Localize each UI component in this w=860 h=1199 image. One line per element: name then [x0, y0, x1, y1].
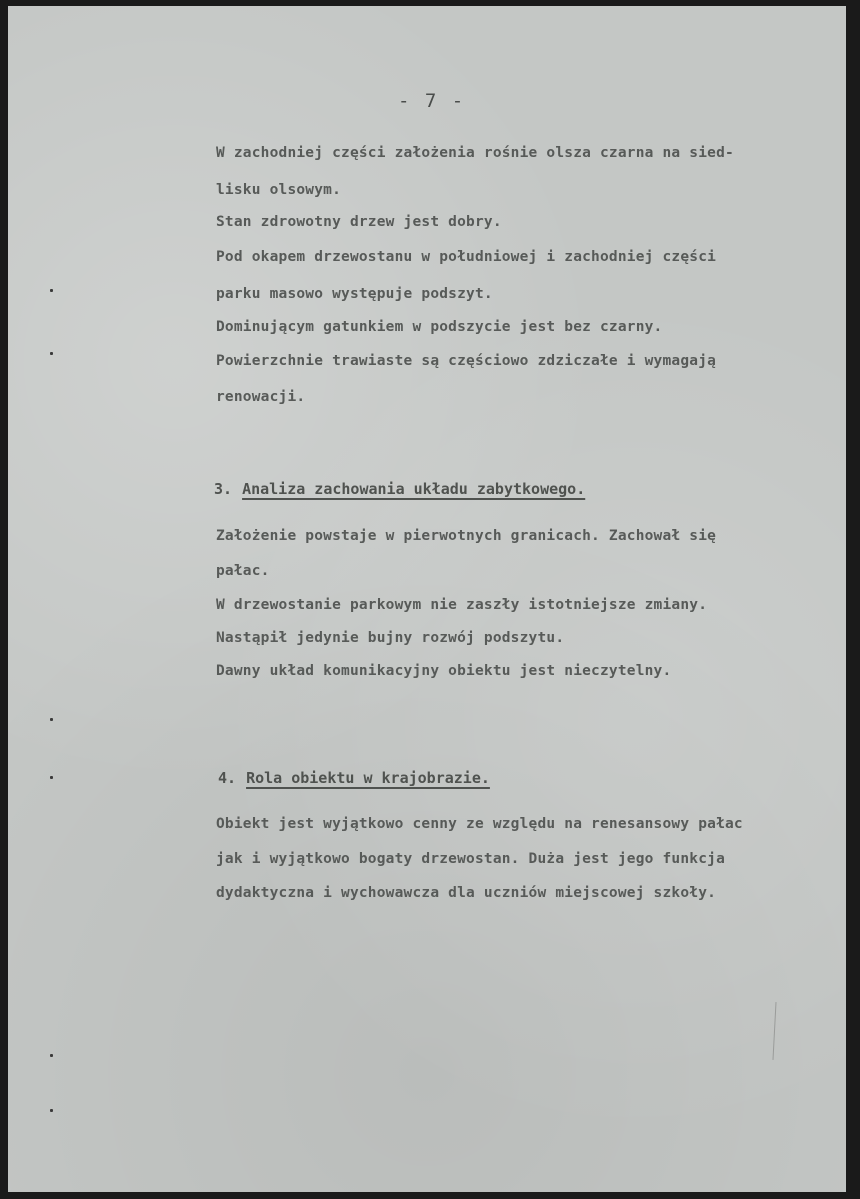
scan-artifact-line [772, 1002, 776, 1060]
margin-mark [50, 352, 53, 355]
section3-number: 3. [214, 480, 233, 498]
text-line: Pod okapem drzewostanu w południowej i zachodniej części [216, 249, 717, 265]
margin-mark [50, 1109, 53, 1112]
text-line: renowacji. [216, 389, 306, 405]
text-line: jak i wyjątkowo bogaty drzewostan. Duża jest jego funkcja [216, 851, 725, 867]
text-line: pałac. [216, 563, 270, 579]
text-line: Obiekt jest wyjątkowo cenny ze względu na renesansowy pałac [216, 816, 743, 832]
text-line: parku masowo występuje podszyt. [216, 286, 493, 302]
margin-mark [50, 1054, 53, 1057]
text-line: Dawny układ komunikacyjny obiektu jest nieczytelny. [216, 663, 672, 679]
section3-heading [214, 480, 585, 498]
text-line: W zachodniej części założenia rośnie olsza czarna na sied- [216, 145, 734, 161]
section4-heading [218, 769, 490, 787]
page-number: - 7 - [398, 90, 466, 112]
margin-mark [50, 718, 53, 721]
section4-number: 4. [218, 769, 237, 787]
text-line: lisku olsowym. [216, 182, 342, 198]
text-line: dydaktyczna i wychowawcza dla uczniów miejscowej szkoły. [216, 885, 717, 901]
text-line: W drzewostanie parkowym nie zaszły istotniejsze zmiany. [216, 597, 708, 613]
text-line: Nastąpił jedynie bujny rozwój podszytu. [216, 630, 565, 646]
document-page [8, 6, 846, 1192]
margin-mark [50, 776, 53, 779]
text-line: Powierzchnie trawiaste są częściowo zdziczałe i wymagają [216, 353, 717, 369]
section3-title: Analiza zachowania układu zabytkowego. [242, 480, 586, 498]
text-line: Dominującym gatunkiem w podszycie jest bez czarny. [216, 319, 663, 335]
section4-title: Rola obiektu w krajobrazie. [246, 769, 490, 787]
margin-mark [50, 289, 53, 292]
text-line: Stan zdrowotny drzew jest dobry. [216, 214, 502, 230]
text-line: Założenie powstaje w pierwotnych granicach. Zachował się [216, 528, 717, 544]
